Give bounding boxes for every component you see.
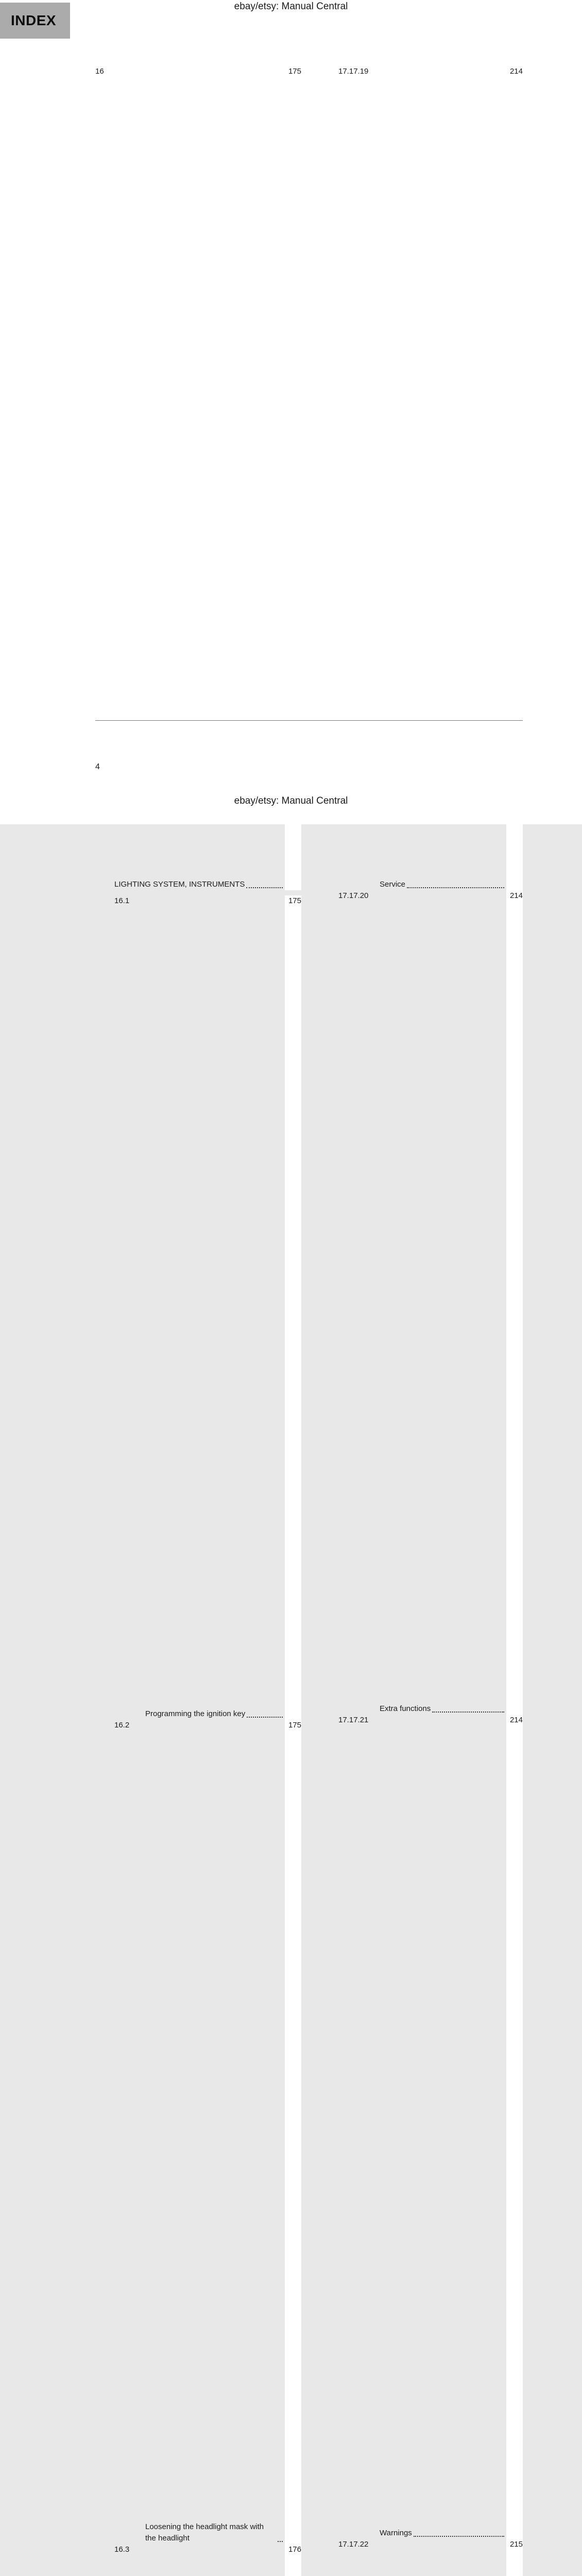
entry-number: 16.2 bbox=[114, 1721, 130, 1730]
entry-number: 17.17.22 bbox=[338, 2540, 369, 2549]
page-number: 4 bbox=[95, 762, 100, 771]
entry-number: 16.1 bbox=[114, 896, 130, 905]
dotted-leader bbox=[407, 887, 504, 888]
entry-page-number: 175 bbox=[285, 1720, 301, 2544]
toc-entry bbox=[95, 895, 301, 1720]
entry-page-number: 214 bbox=[506, 890, 523, 1715]
entry-page-number: 215 bbox=[506, 2539, 523, 2576]
footer-divider bbox=[95, 720, 523, 721]
entry-page-number: 175 bbox=[285, 895, 301, 1720]
toc-columns bbox=[95, 66, 523, 2576]
entry-title: Service bbox=[380, 880, 406, 889]
toc-entry bbox=[319, 2539, 523, 2576]
dotted-leader bbox=[432, 1711, 504, 1713]
entry-number: 17.17.19 bbox=[338, 67, 369, 76]
entry-title: Programming the ignition key bbox=[145, 1709, 246, 1718]
entry-number: 17.17.21 bbox=[338, 1716, 369, 1724]
entry-number: 16.3 bbox=[114, 2545, 130, 2554]
toc-entry bbox=[95, 1720, 301, 2544]
entry-page-number: 175 bbox=[285, 66, 301, 890]
toc-entry bbox=[95, 2544, 301, 2576]
index-label-box bbox=[0, 3, 70, 39]
dotted-leader bbox=[246, 887, 283, 888]
entry-page-number: 176 bbox=[285, 2544, 301, 2576]
toc-entry bbox=[319, 890, 523, 1715]
footer-title: ebay/etsy: Manual Central bbox=[234, 795, 348, 806]
header-title: ebay/etsy: Manual Central bbox=[234, 1, 348, 12]
entry-number: 17.17.20 bbox=[338, 891, 369, 900]
dotted-leader bbox=[247, 1717, 283, 1718]
entry-number: 16 bbox=[95, 67, 104, 76]
dotted-leader bbox=[414, 2536, 504, 2537]
entry-title: Extra functions bbox=[380, 1704, 431, 1713]
entry-title: Warnings bbox=[380, 2529, 412, 2537]
index-label: INDEX bbox=[11, 12, 57, 28]
toc-entry bbox=[319, 66, 523, 890]
toc-column-left bbox=[95, 66, 301, 2576]
entry-page-number: 214 bbox=[506, 66, 523, 890]
entry-title: LIGHTING SYSTEM, INSTRUMENTS bbox=[114, 880, 245, 889]
toc-entry bbox=[319, 1715, 523, 2539]
toc-chapter-entry bbox=[95, 66, 301, 890]
toc-column-right bbox=[319, 66, 523, 2576]
entry-page-number: 214 bbox=[506, 1715, 523, 2539]
entry-title: Loosening the headlight mask with the headlight bbox=[145, 2522, 264, 2543]
dotted-leader bbox=[278, 2541, 283, 2542]
